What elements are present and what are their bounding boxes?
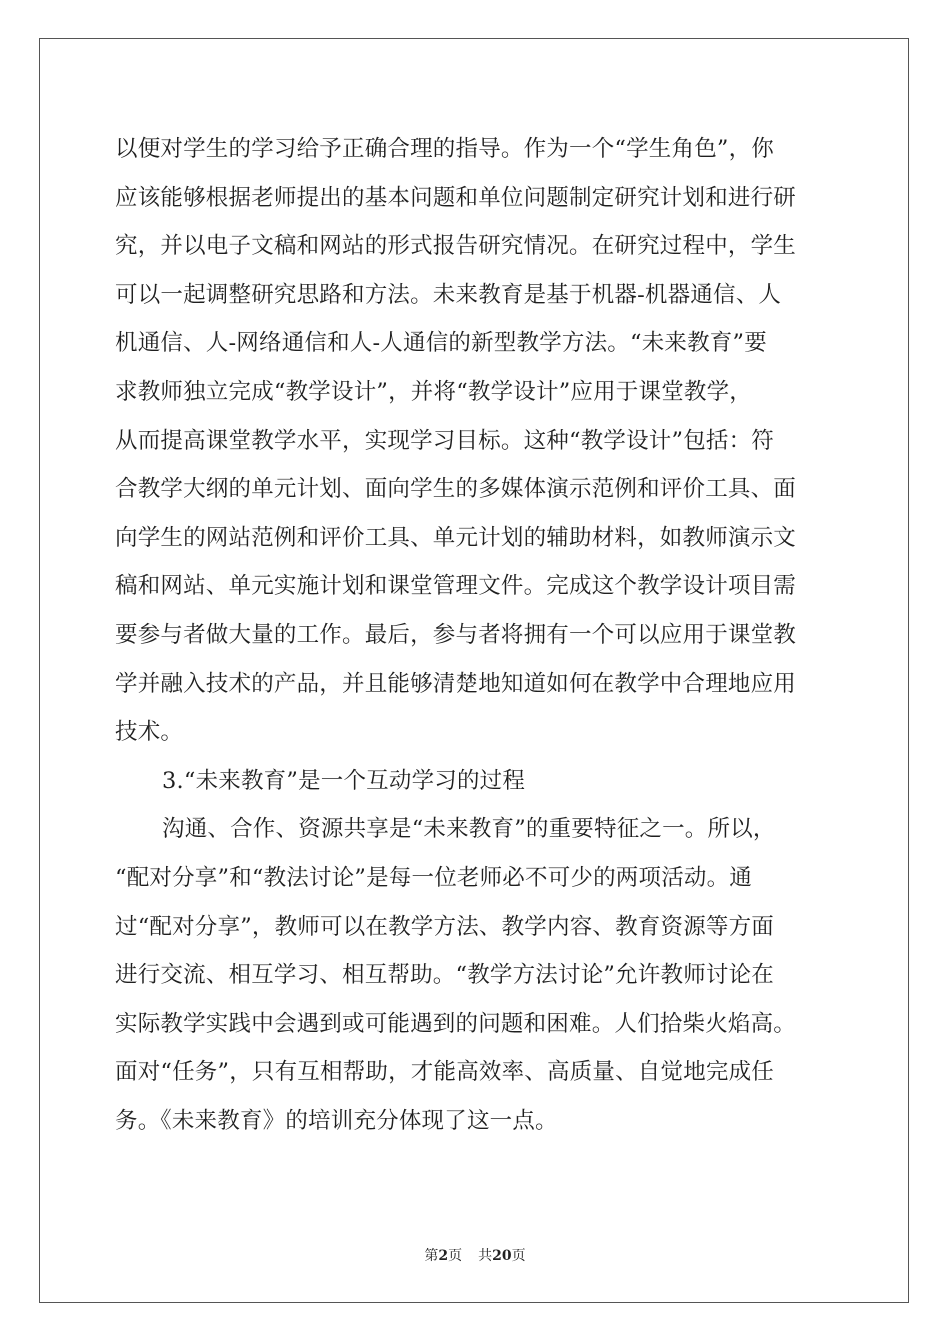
text-line: 要参与者做大量的工作。最后，参与者将拥有一个可以应用于课堂教 <box>115 621 797 648</box>
text-line: 技术。 <box>115 719 184 746</box>
text-line: 过“配对分享”，教师可以在教学方法、教学内容、教育资源等方面 <box>115 913 775 940</box>
text-line: 稿和网站、单元实施计划和课堂管理文件。完成这个教学设计项目需 <box>115 573 797 600</box>
total-suffix: 页 <box>511 1248 526 1264</box>
text-line: 机通信、人-网络通信和人-人通信的新型教学方法。“未来教育”要 <box>115 330 767 357</box>
text-line: 沟通、合作、资源共享是“未来教育”的重要特征之一。所以， <box>162 816 776 843</box>
page-prefix: 第 <box>424 1248 439 1264</box>
page-suffix: 页 <box>448 1248 463 1264</box>
text-line: 面对“任务”，只有互相帮助，才能高效率、高质量、自觉地完成任 <box>115 1059 775 1086</box>
document-body <box>115 125 835 1145</box>
text-line: 以便对学生的学习给予正确合理的指导。作为一个“学生角色”，你 <box>115 136 775 162</box>
text-line: 可以一起调整研究思路和方法。未来教育是基于机器-机器通信、人 <box>115 281 782 308</box>
page-number: 2 <box>438 1248 449 1264</box>
page-footer <box>0 1245 950 1265</box>
total-pages: 20 <box>492 1248 512 1264</box>
section-heading: 3.“未来教育”是一个互动学习的过程 <box>162 767 526 794</box>
text-line: 合教学大纲的单元计划、面向学生的多媒体演示范例和评价工具、面 <box>115 476 797 503</box>
text-line: 从而提高课堂教学水平，实现学习目标。这种“教学设计”包括：符 <box>115 427 775 454</box>
text-line: 究，并以电子文稿和网站的形式报告研究情况。在研究过程中，学生 <box>115 233 797 260</box>
text-line: 求教师独立完成“教学设计”，并将“教学设计”应用于课堂教学， <box>115 378 753 405</box>
text-line: 向学生的网站范例和评价工具、单元计划的辅助材料，如教师演示文 <box>115 524 797 551</box>
text-line: 务。《未来教育》的培训充分体现了这一点。 <box>115 1107 558 1134</box>
total-prefix: 共 <box>478 1248 493 1264</box>
text-line: 进行交流、相互学习、相互帮助。“教学方法讨论”允许教师讨论在 <box>115 962 775 989</box>
text-line: 应该能够根据老师提出的基本问题和单位问题制定研究计划和进行研 <box>115 184 797 211</box>
text-line: “配对分享”和“教法讨论”是每一位老师必不可少的两项活动。通 <box>115 864 753 891</box>
text-line: 学并融入技术的产品，并且能够清楚地知道如何在教学中合理地应用 <box>115 670 797 697</box>
text-line: 实际教学实践中会遇到或可能遇到的问题和困难。人们拾柴火焰高。 <box>115 1010 797 1037</box>
